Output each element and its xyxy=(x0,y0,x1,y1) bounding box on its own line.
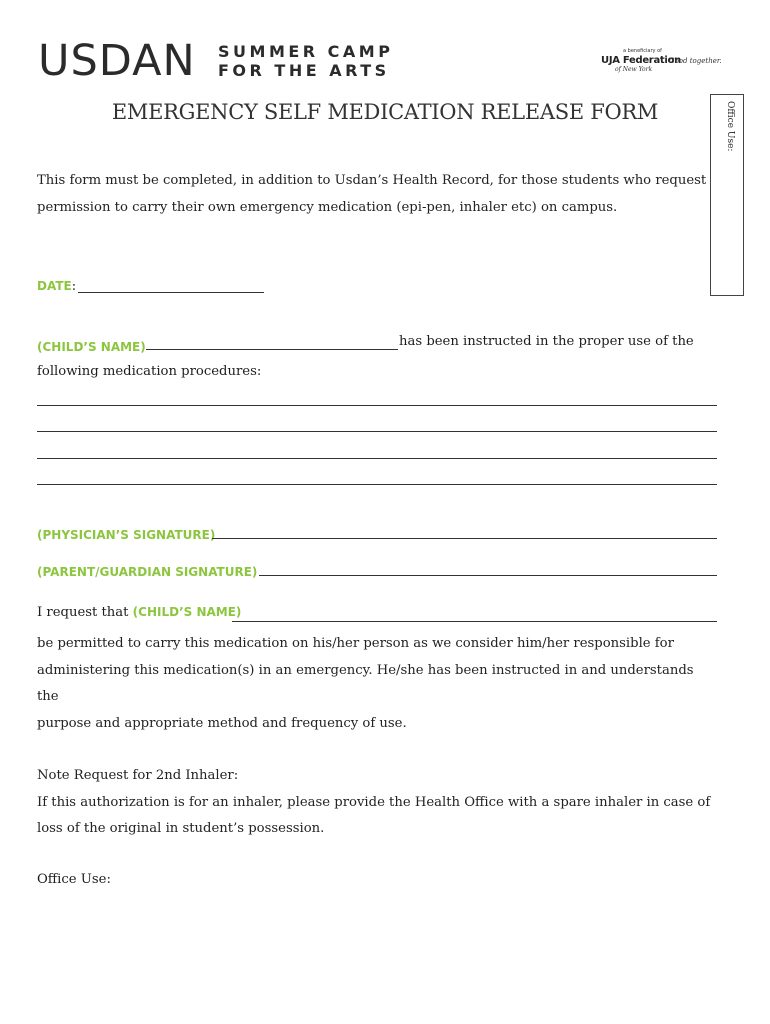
request-child-name-field[interactable] xyxy=(232,621,717,622)
child-name-field[interactable] xyxy=(146,349,398,350)
date-label: DATE xyxy=(37,279,72,293)
physician-signature-field[interactable] xyxy=(212,538,717,539)
request-child-name-label: (CHILD’S NAME) xyxy=(132,605,242,619)
usdan-logo-subtitle xyxy=(218,42,393,80)
uja-brand: UJA Federation xyxy=(601,55,681,66)
procedure-line[interactable] xyxy=(37,458,717,459)
request-line-3: purpose and appropriate method and frequency of use. xyxy=(37,715,407,731)
request-line-1: be permitted to carry this medication on his/her person as we consider him/her responsible for xyxy=(37,636,674,651)
procedure-line[interactable] xyxy=(37,431,717,432)
uja-tagline: Good together. xyxy=(669,57,722,65)
child-name-label: (CHILD’S NAME) xyxy=(37,340,146,354)
procedure-line[interactable] xyxy=(37,405,717,406)
uja-ny: of New York xyxy=(615,66,653,73)
note-heading: Note Request for 2nd Inhaler: xyxy=(37,768,239,783)
request-paragraph xyxy=(37,631,717,737)
note-line-1: If this authorization is for an inhaler, please provide the Health Office with a spare inhaler in case of xyxy=(37,794,711,810)
date-row xyxy=(37,279,76,294)
child-name-label-wrap xyxy=(37,336,146,355)
uja-federation-logo xyxy=(597,48,727,78)
physician-signature-label: (PHYSICIAN’S SIGNATURE) xyxy=(37,528,216,542)
procedures-text: following medication procedures: xyxy=(37,364,262,379)
request-row xyxy=(37,605,241,620)
office-use-box-label: Office Use: xyxy=(725,101,735,152)
logo-line-2: FOR THE ARTS xyxy=(218,61,390,80)
parent-signature-label: (PARENT/GUARDIAN SIGNATURE) xyxy=(37,565,258,579)
request-line-2: administering this medication(s) in an emergency. He/she has been instructed in and understands the xyxy=(37,662,694,704)
form-title: EMERGENCY SELF MEDICATION RELEASE FORM xyxy=(111,100,659,124)
procedure-line[interactable] xyxy=(37,484,717,485)
intro-line-1: This form must be completed, in addition to Usdan’s Health Record, for those students who request xyxy=(37,173,707,188)
parent-signature-field[interactable] xyxy=(259,575,717,576)
intro-paragraph xyxy=(37,168,717,221)
intro-line-2: permission to carry their own emergency medication (epi-pen, inhaler etc) on campus. xyxy=(37,199,618,215)
usdan-logo: USDAN xyxy=(38,36,196,86)
physician-label-wrap xyxy=(37,524,215,543)
note-section xyxy=(37,763,717,843)
instructed-text: has been instructed in the proper use of the xyxy=(399,334,694,349)
date-colon: : xyxy=(71,279,77,294)
parent-label-wrap xyxy=(37,561,257,580)
logo-line-1: SUMMER CAMP xyxy=(218,42,394,61)
date-field[interactable] xyxy=(78,292,264,293)
uja-small-text: a beneficiary of xyxy=(623,48,662,54)
request-prefix: I request that xyxy=(37,605,129,620)
note-line-2: loss of the original in student’s possession. xyxy=(37,821,325,836)
office-use-label: Office Use: xyxy=(37,872,111,887)
